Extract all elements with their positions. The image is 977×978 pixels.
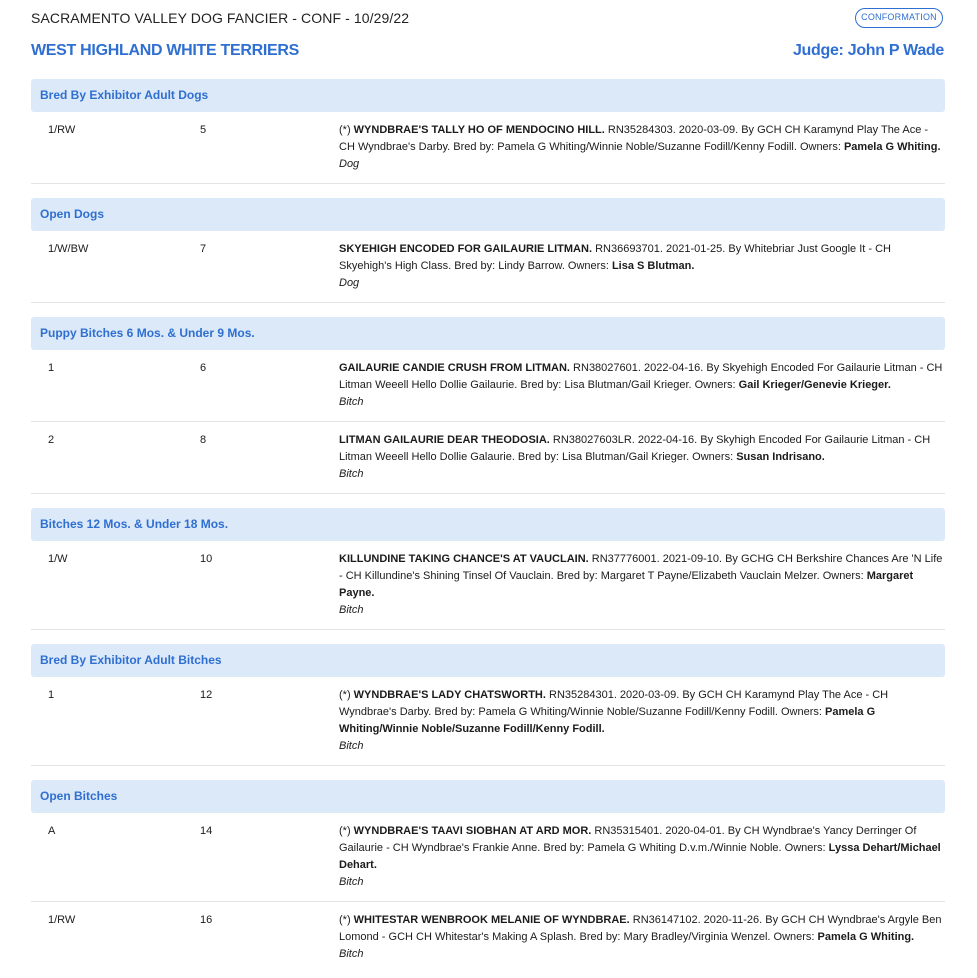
class-section xyxy=(31,317,945,494)
sex: Bitch xyxy=(339,468,364,480)
class-header: Bred By Exhibitor Adult Dogs xyxy=(31,79,945,112)
armband-number: 6 xyxy=(200,362,207,374)
placement: 1/RW xyxy=(48,914,76,926)
class-list xyxy=(31,79,945,973)
entry-details xyxy=(339,912,945,963)
entry-info: RN38027603LR. 2022-04-16. By Skyhigh Encoded For Gailaurie Litman - CH Litman Weeell Hello Dollie Galaurie. Bred by: Lisa Blutman/Gail Krieger. Owners: xyxy=(339,434,931,463)
armband-number: 14 xyxy=(200,825,213,837)
armband-number: 5 xyxy=(200,124,207,136)
entry-details xyxy=(339,360,945,411)
entry-details xyxy=(339,687,945,755)
entry-details xyxy=(339,241,945,292)
entry-row xyxy=(31,422,945,494)
class-header: Bred By Exhibitor Adult Bitches xyxy=(31,644,945,677)
class-header: Puppy Bitches 6 Mos. & Under 9 Mos. xyxy=(31,317,945,350)
entry-row xyxy=(31,112,945,184)
dog-name: WYNDBRAE'S LADY CHATSWORTH. xyxy=(353,689,546,701)
dog-name: GAILAURIE CANDIE CRUSH FROM LITMAN. xyxy=(339,362,570,374)
armband-number: 12 xyxy=(200,689,213,701)
show-title: SACRAMENTO VALLEY DOG FANCIER - CONF - 10/29/22 xyxy=(31,10,410,26)
dog-name: KILLUNDINE TAKING CHANCE'S AT VAUCLAIN. xyxy=(339,553,589,565)
owners: Lisa S Blutman. xyxy=(611,260,695,272)
class-section xyxy=(31,508,945,630)
class-section xyxy=(31,198,945,303)
sex: Bitch xyxy=(339,876,364,888)
sex: Bitch xyxy=(339,396,364,408)
entry-row xyxy=(31,902,945,973)
entry-info: RN35284303. 2020-03-09. By GCH CH Karamynd Play The Ace - CH Wyndbrae's Darby. Bred by: Pamela G Whiting/Winnie Noble/Suzanne Fodill/Kenny Fodill. Owners: xyxy=(339,124,929,153)
sex: Dog xyxy=(339,277,360,289)
owners: Pamela G Whiting. xyxy=(843,141,941,153)
class-header: Open Dogs xyxy=(31,198,945,231)
dog-name: LITMAN GAILAURIE DEAR THEODOSIA. xyxy=(339,434,550,446)
bred-by-marker: (*) xyxy=(339,825,354,837)
class-section xyxy=(31,644,945,766)
dog-name: WYNDBRAE'S TALLY HO OF MENDOCINO HILL. xyxy=(353,124,605,136)
entry-info: RN35284301. 2020-03-09. By GCH CH Karamynd Play The Ace - CH Wyndbrae's Darby. Bred by: Pamela G Whiting/Winnie Noble/Suzanne Fodill/Kenny Fodill. Owners: xyxy=(339,689,889,718)
entry-row xyxy=(31,677,945,766)
class-header: Bitches 12 Mos. & Under 18 Mos. xyxy=(31,508,945,541)
class-section xyxy=(31,780,945,973)
entry-info: RN36147102. 2020-11-26. By GCH CH Wyndbrae's Argyle Ben Lomond - GCH CH Whitestar's Making A Splash. Bred by: Mary Bradley/Virginia Wenzel. Owners: xyxy=(339,914,942,943)
owners: Lyssa Dehart/Michael Dehart. xyxy=(339,842,941,871)
breed-title: WEST HIGHLAND WHITE TERRIERS xyxy=(31,42,300,59)
conformation-badge[interactable]: CONFORMATION xyxy=(855,8,943,28)
entry-details xyxy=(339,823,945,891)
entry-details xyxy=(339,432,945,483)
entry-row xyxy=(31,231,945,303)
owners: Pamela G Whiting/Winnie Noble/Suzanne Fodill/Kenny Fodill. xyxy=(339,706,876,735)
armband-number: 8 xyxy=(200,434,207,446)
placement: A xyxy=(48,825,56,837)
placement: 1/W/BW xyxy=(48,243,89,255)
placement: 1/RW xyxy=(48,124,76,136)
owners: Pamela G Whiting. xyxy=(817,931,915,943)
owners: Gail Krieger/Genevie Krieger. xyxy=(738,379,891,391)
dog-name: SKYEHIGH ENCODED FOR GAILAURIE LITMAN. xyxy=(339,243,593,255)
entry-row xyxy=(31,350,945,422)
bred-by-marker: (*) xyxy=(339,124,354,136)
dog-name: WYNDBRAE'S TAAVI SIOBHAN AT ARD MOR. xyxy=(353,825,592,837)
class-header: Open Bitches xyxy=(31,780,945,813)
placement: 2 xyxy=(48,434,55,446)
dog-name: WHITESTAR WENBROOK MELANIE OF WYNDBRAE. xyxy=(353,914,630,926)
sex: Bitch xyxy=(339,740,364,752)
judge-name: Judge: John P Wade xyxy=(792,42,944,59)
entry-row xyxy=(31,813,945,902)
bred-by-marker: (*) xyxy=(339,689,354,701)
placement: 1 xyxy=(48,689,55,701)
armband-number: 16 xyxy=(200,914,213,926)
sex: Dog xyxy=(339,158,360,170)
entry-row xyxy=(31,541,945,630)
armband-number: 10 xyxy=(200,553,213,565)
placement: 1/W xyxy=(48,553,68,565)
entry-info: RN38027601. 2022-04-16. By Skyehigh Encoded For Gailaurie Litman - CH Litman Weeell Hello Dollie Gailaurie. Bred by: Lisa Blutman/Gail Krieger. Owners: xyxy=(339,362,943,391)
owners: Susan Indrisano. xyxy=(736,451,825,463)
entry-info: RN35315401. 2020-04-01. By CH Wyndbrae's Yancy Derringer Of Gailaurie - CH Wyndbrae's Frankie Anne. Bred by: Pamela G Whiting D.v.m./Winnie Noble. Owners: xyxy=(339,825,917,854)
armband-number: 7 xyxy=(200,243,207,255)
owners: Margaret Payne. xyxy=(339,570,914,599)
sex: Bitch xyxy=(339,948,364,960)
entry-info: RN37776001. 2021-09-10. By GCHG CH Berkshire Chances Are 'N Life - CH Killundine's Shining Tinsel Of Vauclain. Bred by: Margaret T Payne/Elizabeth Vauclain Melzer. Owners: xyxy=(339,553,943,582)
entry-details xyxy=(339,122,945,173)
entry-info: RN36693701. 2021-01-25. By Whitebriar Just Google It - CH Skyehigh's High Class. Bred by: Lindy Barrow. Owners: xyxy=(339,243,891,272)
bred-by-marker: (*) xyxy=(339,914,354,926)
sex: Bitch xyxy=(339,604,364,616)
class-section xyxy=(31,79,945,184)
placement: 1 xyxy=(48,362,55,374)
entry-details xyxy=(339,551,945,619)
